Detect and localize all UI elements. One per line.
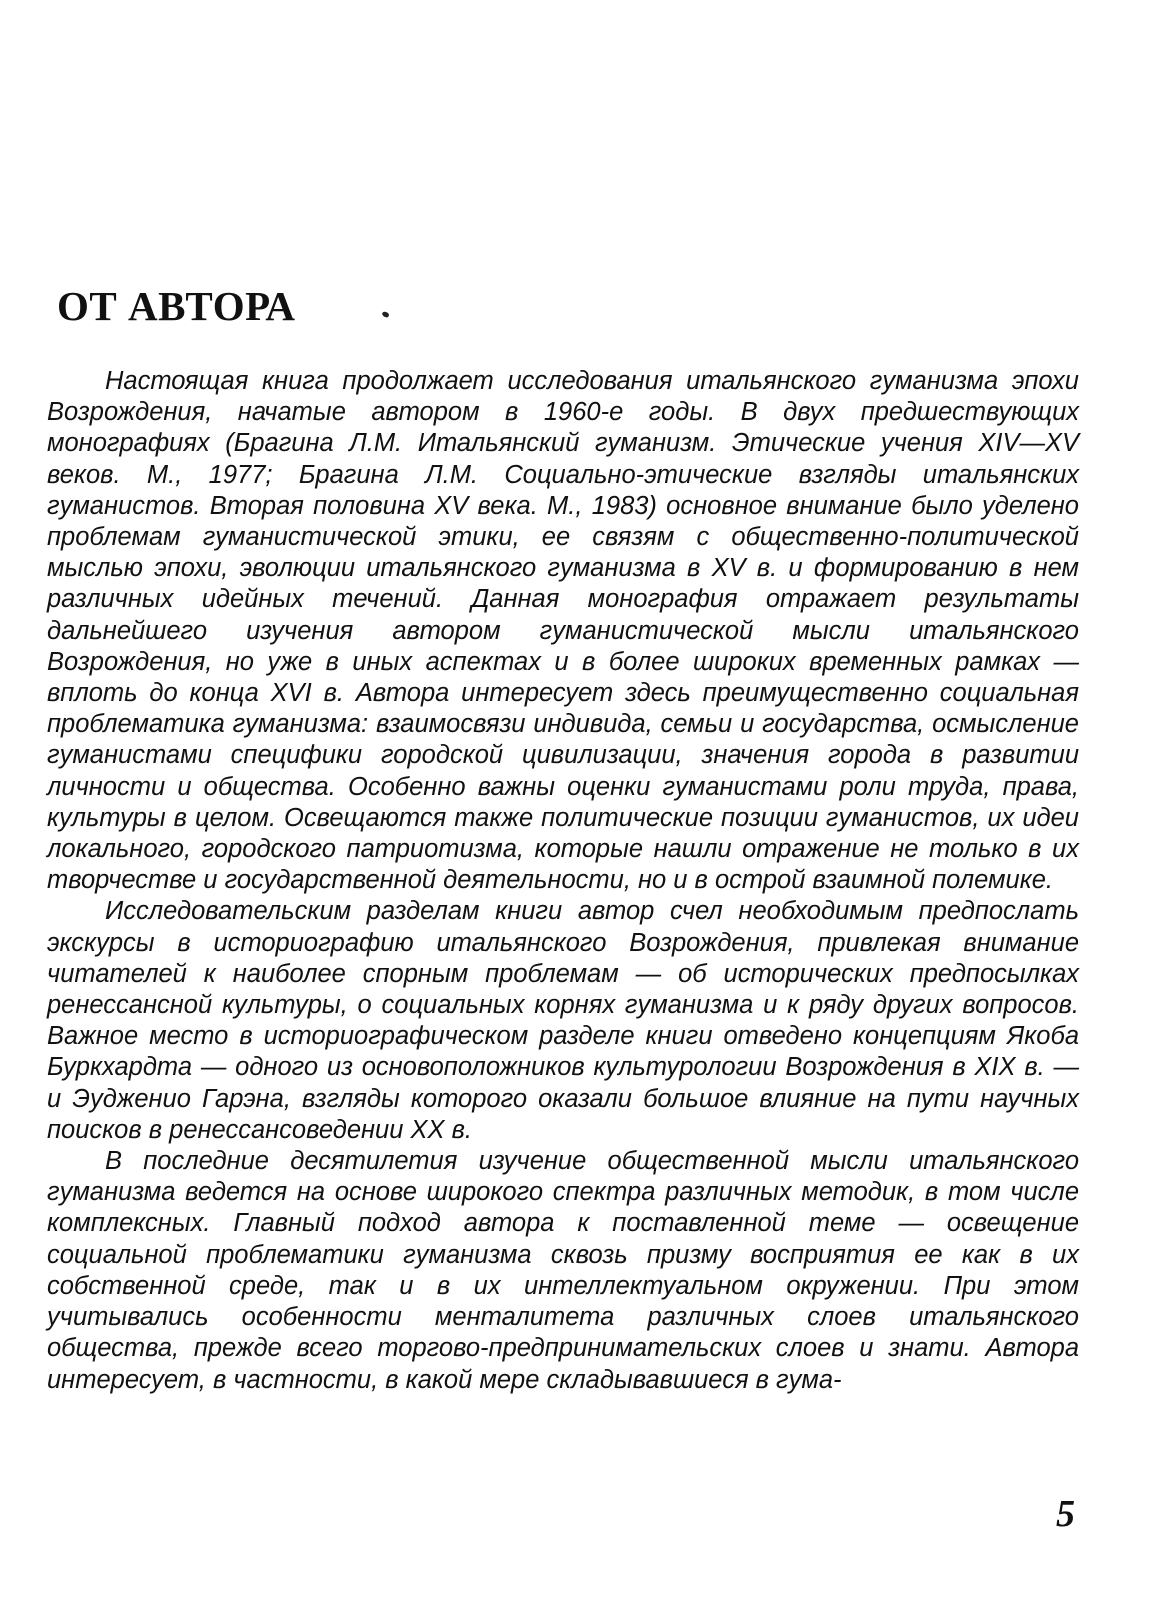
page-number: 5 [1056, 1493, 1075, 1535]
paragraph-2: Исследовательским разделам книги автор счел необходимым предпослать экскурсы в историографию итальянского Возрождения, привлекая внимание читателей к наиболее спорным проблемам — об исторических предпосылках ренессансной культуры, о социальных корнях гуманизма и к ряду других вопросов. Важное место в историографическом разделе книги отведено концепциям Якоба Буркхардта — одного из основоположников культурологии Возрождения в XIX в. — и Эудженио Гарэна, взгляды которого оказали большое влияние на пути научных поисков в ренессансоведении XX в. [47, 897, 1079, 1144]
ink-speck [381, 311, 389, 318]
paragraph-1: Настоящая книга продолжает исследования итальянского гуманизма эпохи Возрождения, начатые автором в 1960-е годы. В двух предшествующих монографиях (Брагина Л.М. Итальянский гуманизм. Этические учения XIV—XV веков. М., 1977; Брагина Л.М. Социально-этические взгляды итальянских гуманистов. Вторая половина XV века. М., 1983) основное внимание было уделено проблемам гуманистической этики, ее связям с общественно-политической мыслью эпохи, эволюции итальянского гуманизма в XV в. и формированию в нем различных идейных течений. Данная монография отражает результаты дальнейшего изучения автором гуманистической мысли итальянского Возрождения, но уже в иных аспектах и в более широких временных рамках — вплоть до конца XVI в. Автора интересует здесь преимущественно социальная проблематика гуманизма: взаимосвязи индивида, семьи и государства, осмысление гуманистами специфики городской цивилизации, значения города в развитии личности и общества. Особенно важны оценки гуманистами роли труда, права, культуры в целом. Освещаются также политические позиции гуманистов, их идеи локального, городского патриотизма, которые нашли отражение не только в их творчестве и государственной деятельности, но и в острой взаимной полемике. [47, 367, 1079, 895]
section-heading: ОТ АВТОРА [57, 283, 296, 329]
body-text [47, 366, 1079, 1396]
paragraph-3: В последние десятилетия изучение общественной мысли итальянского гуманизма ведется на основе широкого спектра различных методик, в том числе комплексных. Главный подход автора к поставленной теме — освещение социальной проблематики гуманизма сквозь призму восприятия ее как в их собственной среде, так и в их интеллектуальном окружении. При этом учитывались особенности менталитета различных слоев итальянского общества, прежде всего торгово-предпринимательских слоев и знати. Автора интересует, в частности, в какой мере складывавшиеся в гума- [47, 1147, 1079, 1394]
